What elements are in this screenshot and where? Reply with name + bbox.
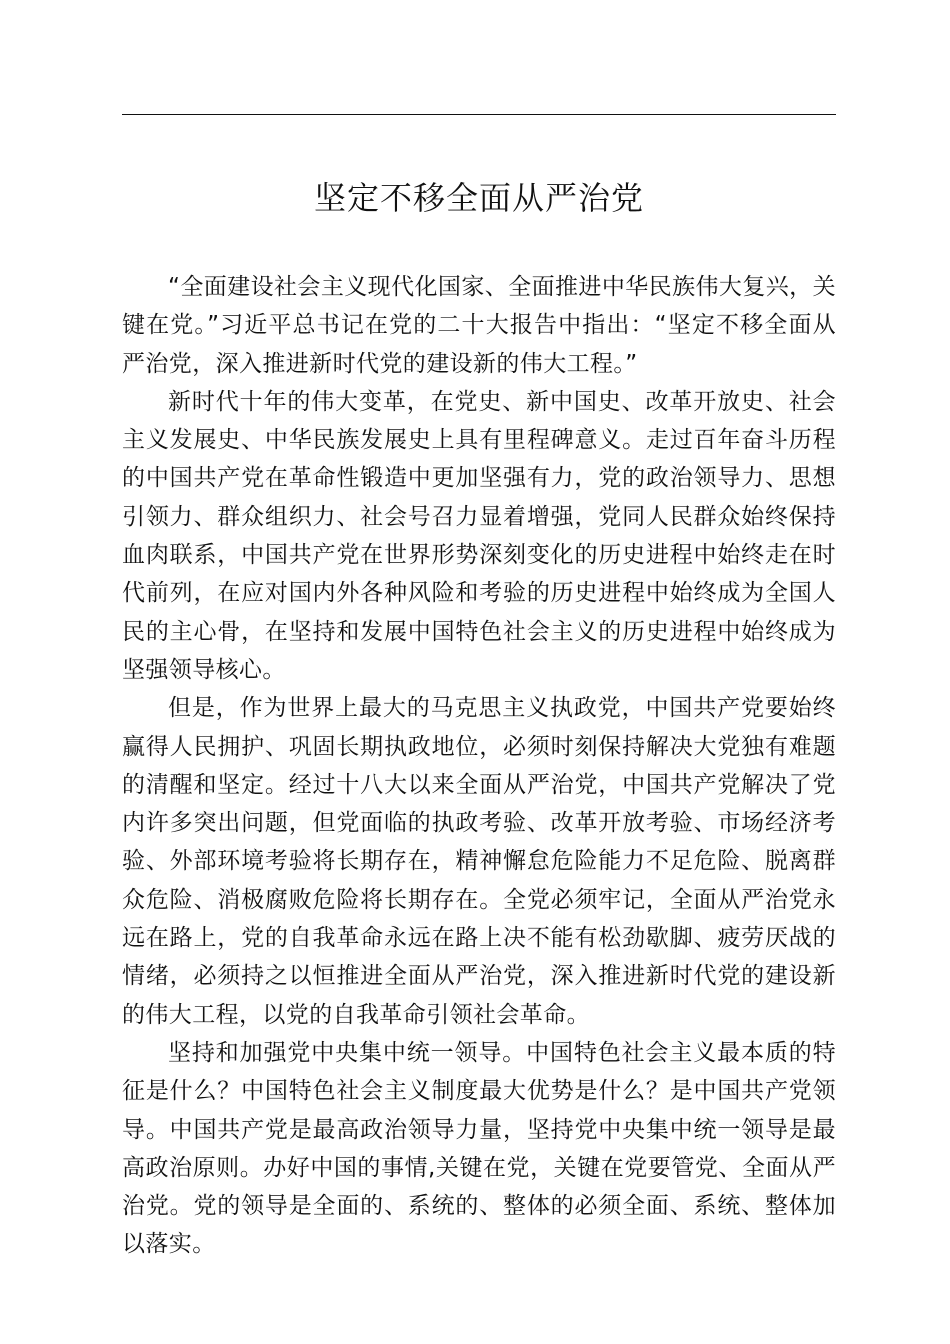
paragraph-3: 但是，作为世界上最大的马克思主义执政党，中国共产党要始终赢得人民拥护、巩固长期执政地位，必须时刻保持解决大党独有难题的清醒和坚定。经过十八大以来全面从严治党，中国共产党解决了党内许多突出问题，但党面临的执政考验、改革开放考验、市场经济考验、外部环境考验将长期存在，精神懈怠危险能力不足危险、脱离群众危险、消极腐败危险将长期存在。全党必须牢记，全面从严治党永远在路上，党的自我革命永远在路上决不能有松劲歇脚、疲劳厌战的情绪，必须持之以恒推进全面从严治党，深入推进新时代党的建设新的伟大工程，以党的自我革命引领社会革命。 xyxy=(122,695,836,1028)
header-rule xyxy=(122,114,836,115)
paragraph-1: “全面建设社会主义现代化国家、全面推进中华民族伟大复兴，关键在党。”习近平总书记在党的二十大报告中指出：“坚定不移全面从严治党，深入推进新时代党的建设新的伟大工程。” xyxy=(122,274,836,377)
document-title: 坚定不移全面从严治党 xyxy=(313,179,644,217)
paragraph-2: 新时代十年的伟大变革，在党史、新中国史、改革开放史、社会主义发展史、中华民族发展史上具有里程碑意义。走过百年奋斗历程的中国共产党在革命性锻造中更加坚强有力，党的政治领导力、思想引领力、群众组织力、社会号召力显着增强，党同人民群众始终保持血肉联系，中国共产党在世界形势深刻变化的历史进程中始终走在时代前列，在应对国内外各种风险和考验的历史进程中始终成为全国人民的主心骨，在坚持和发展中国特色社会主义的历史进程中始终成为坚强领导核心。 xyxy=(122,388,836,683)
paragraph-4: 坚持和加强党中央集中统一领导。中国特色社会主义最本质的特征是什么？中国特色社会主义制度最大优势是什么？是中国共产党领导。中国共产党是最高政治领导力量，坚持党中央集中统一领导是最高政治原则。办好中国的事情,关键在党，关键在党要管党、全面从严治党。党的领导是全面的、系统的、整体的必须全面、系统、整体加以落实。 xyxy=(122,1039,836,1258)
document-body xyxy=(122,268,836,1264)
